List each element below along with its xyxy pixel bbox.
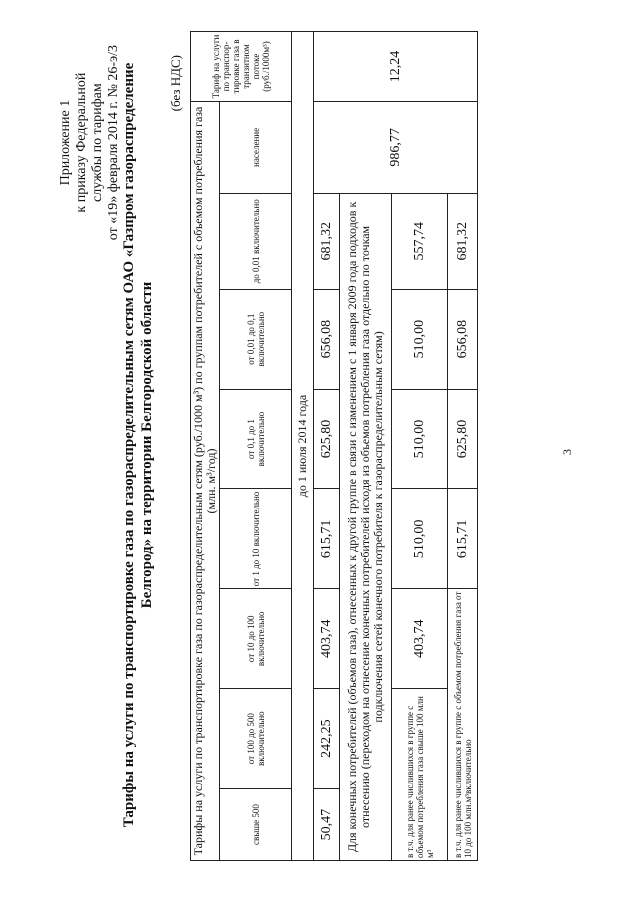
tariff-cell: 656,08 — [314, 289, 340, 389]
col-header: свыше 500 — [220, 789, 292, 861]
appendix-line: Приложение 1 — [58, 99, 73, 186]
transit-header: Тариф на услуги по транспор-тировке газа в транзитном потоке (руб./1000м³) — [191, 32, 292, 102]
period-label: до 1 июля 2014 года — [292, 32, 314, 861]
col-header: от 1 до 10 включительно — [220, 489, 292, 589]
tariff-cell: 403,74 — [314, 589, 340, 689]
appendix-line: службы по тарифам — [90, 83, 105, 202]
tariff-cell: 625,80 — [314, 389, 340, 489]
appendix-line: от «19» февраля 2014 г. № 26-э/3 — [106, 45, 121, 241]
col-header: до 0,01 включительно — [220, 193, 292, 289]
tariff-cell: 625,80 — [448, 389, 478, 489]
tariff-cell: 510,00 — [392, 389, 448, 489]
tariff-cell: 681,32 — [314, 193, 340, 289]
main-header: Тарифы на услуги по транспортировке газа по газораспределительным сетям (руб./1000 м³) по группам потребителей с объемом потребления газа (млн. м³/год) — [191, 102, 220, 861]
tariff-cell: 50,47 — [314, 789, 340, 861]
tariff-table — [190, 31, 478, 861]
tariff-cell: 656,08 — [448, 289, 478, 389]
title-line: Тарифы на услуги по транспортировке газа по газораспределительным сетям ОАО «Газпром газораспределение — [121, 62, 137, 828]
sub1-label: в т.ч. для ранее числившихся в группе с объемом потребления газа свыше 100 млн м³ — [392, 689, 448, 861]
tariff-cell: 403,74 — [392, 589, 448, 689]
col-header: население — [220, 102, 292, 194]
tariff-cell: 615,71 — [314, 489, 340, 589]
tariff-cell: 557,74 — [392, 193, 448, 289]
sub2-label: в т.ч. для ранее числившихся в группе с объемом потребления газа от 10 до 100 млн.м³включительно — [448, 589, 478, 861]
col-header: от 0,01 до 0,1 включительно — [220, 289, 292, 389]
regrouping-note: Для конечных потребителей (объемов газа), отнесенных к другой группе в связи с изменением с 1 января 2009 года подходов к отнесению (переходом на отнесение конечных потребителей исходя из объемов потребления газа отдельно по точкам подключения сетей конечного потребителя к газораспределительным сетям) — [340, 193, 392, 860]
col-header: от 100 до 500 включительно — [220, 689, 292, 789]
tariff-cell: 681,32 — [448, 193, 478, 289]
transit-tariff: 12,24 — [314, 32, 478, 102]
col-header: от 10 до 100 включительно — [220, 589, 292, 689]
appendix-line: к приказу Федеральной — [74, 72, 89, 213]
tariff-cell: 510,00 — [392, 489, 448, 589]
document-title — [120, 15, 156, 875]
page-number: 3 — [560, 449, 574, 455]
tariff-cell: 242,25 — [314, 689, 340, 789]
title-line: Белгород» на территории Белгородской области — [139, 281, 155, 609]
document-page — [40, 15, 600, 875]
population-tariff: 986,77 — [314, 102, 478, 194]
appendix-header — [58, 45, 122, 240]
tariff-cell: 615,71 — [448, 489, 478, 589]
vat-note: (без НДС) — [168, 55, 183, 112]
tariff-cell: 510,00 — [392, 289, 448, 389]
col-header: от 0,1 до 1 включительно — [220, 389, 292, 489]
